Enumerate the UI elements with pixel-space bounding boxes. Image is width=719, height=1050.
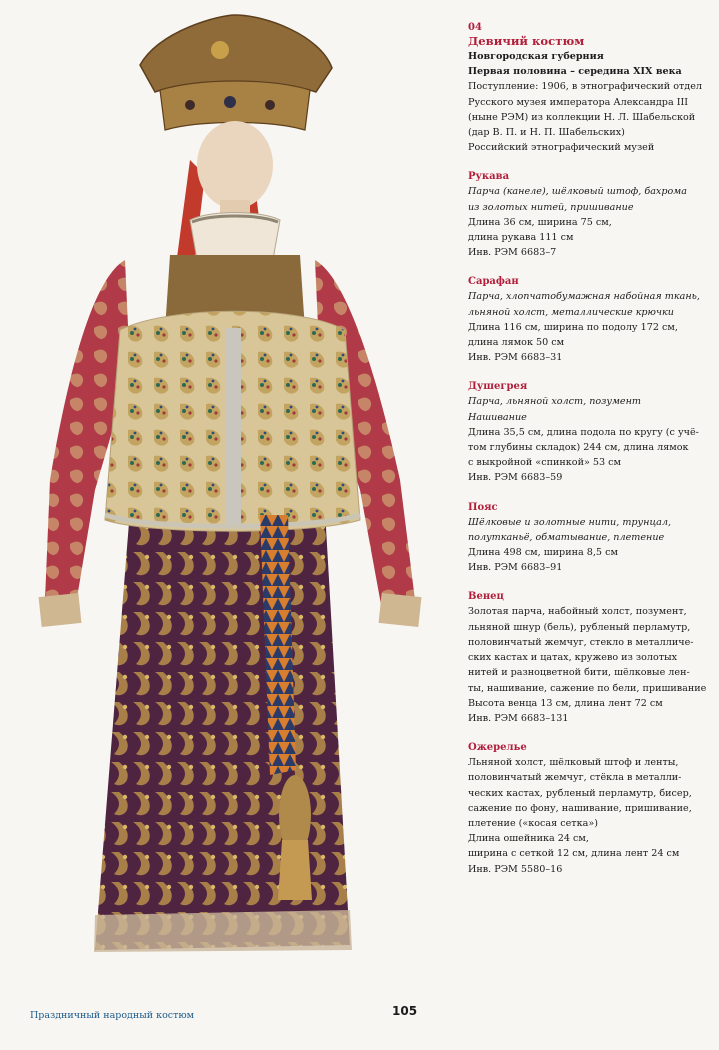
materials-line: из золотых нитей, пришивание: [468, 201, 634, 213]
materials-line: Золотая парча, набойный холст, позумент,: [468, 606, 687, 618]
section-heading: Ожерелье: [468, 742, 527, 754]
detail-line: Длина 36 см, ширина 75 см,: [468, 216, 612, 228]
materials-line: Парча, льняной холст, позумент: [468, 396, 642, 408]
inventory-number: Инв. РЭМ 6683–59: [468, 472, 563, 484]
museum-name: Российский этнографический музей: [468, 142, 655, 154]
materials-line: льняной шнур (бель), рубленый перламутр,: [468, 621, 691, 633]
provenance-line: (ныне РЭМ) из коллекции Н. Л. Шабельской: [468, 111, 696, 123]
detail-line: ширина с сеткой 12 см, длина лент 24 см: [468, 848, 680, 860]
materials-line: полутканьё, обматывание, плетение: [468, 531, 665, 543]
materials-line: половинчатый жемчуг, стекло в металличе-: [468, 636, 694, 648]
section-sleeves: [468, 169, 704, 260]
materials-line: ческих кастах, рубленый перламутр, бисер,: [468, 787, 692, 799]
materials-line: плетение («косая сетка»): [468, 817, 598, 829]
materials-line: льняной холст, металлические крючки: [468, 306, 674, 318]
materials-line: Нашивание: [468, 411, 527, 423]
section-heading: Душегрея: [468, 381, 528, 393]
region: Новгородская губерния: [468, 51, 604, 62]
provenance-line: Русского музея императора Александра III: [468, 96, 689, 108]
materials-line: ты, нашивание, сажение по бели, пришивание: [468, 682, 707, 694]
materials-line: Шёлковые и золотные нити, трунцал,: [468, 516, 672, 528]
materials-line: сажение по фону, нашивание, пришивание,: [468, 802, 692, 814]
section-belt: [468, 500, 704, 576]
detail-line: Длина 116 см, ширина по подолу 172 см,: [468, 321, 678, 333]
item-number: 04: [468, 22, 482, 33]
section-necklace: [468, 740, 704, 877]
section-heading: Рукава: [468, 171, 510, 183]
caption-column: [468, 22, 707, 877]
provenance-line: Поступление: 1906, в этнографический отдел: [468, 81, 702, 93]
detail-line: с выкройной «спинкой» 53 см: [468, 457, 621, 469]
provenance-line: (дар В. П. и Н. П. Шабельских): [468, 127, 625, 139]
detail-line: длина лямок 50 см: [468, 337, 565, 349]
detail-line: том глубины складок) 244 см, длина лямок: [468, 442, 689, 454]
provenance: [468, 79, 704, 155]
section-heading: Венец: [468, 591, 504, 603]
materials-line: нитей и разноцветной бити, шёлковые лен-: [468, 667, 690, 679]
running-footer-title: Праздничный народный костюм: [30, 1010, 195, 1021]
period: Первая половина – середина XIX века: [468, 66, 682, 78]
detail-line: Высота венца 13 см, длина лент 72 см: [468, 697, 663, 709]
section-dushegreya: [468, 379, 704, 485]
section-sarafan: [468, 274, 704, 365]
detail-line: Длина 498 см, ширина 8,5 см: [468, 547, 618, 559]
materials-line: половинчатый жемчуг, стёкла в металли-: [468, 772, 682, 784]
detail-line: Длина ошейника 24 см,: [468, 833, 589, 845]
detail-line: Длина 35,5 см, длина подола по кругу (с учё-: [468, 426, 699, 438]
materials-line: Парча (канеле), шёлковый штоф, бахрома: [468, 186, 687, 198]
section-heading: Пояс: [468, 501, 498, 513]
section-headdress: [468, 589, 707, 726]
inventory-number: Инв. РЭМ 6683–131: [468, 712, 569, 724]
materials-line: Парча, хлопчатобумажная набойная ткань,: [468, 291, 700, 303]
costume-title: Девичий костюм: [468, 34, 585, 48]
detail-line: длина рукава 111 см: [468, 232, 574, 244]
materials-line: Льняной холст, шёлковый штоф и ленты,: [468, 757, 679, 769]
materials-line: ских кастах и цатах, кружево из золотых: [468, 652, 678, 664]
inventory-number: Инв. РЭМ 6683–31: [468, 352, 563, 364]
inventory-number: Инв. РЭМ 5580–16: [468, 863, 563, 875]
costume-photo: [20, 10, 450, 990]
inventory-number: Инв. РЭМ 6683–7: [468, 247, 557, 259]
section-heading: Сарафан: [468, 276, 519, 288]
page-number: 105: [392, 1004, 418, 1018]
inventory-number: Инв. РЭМ 6683–91: [468, 562, 563, 574]
